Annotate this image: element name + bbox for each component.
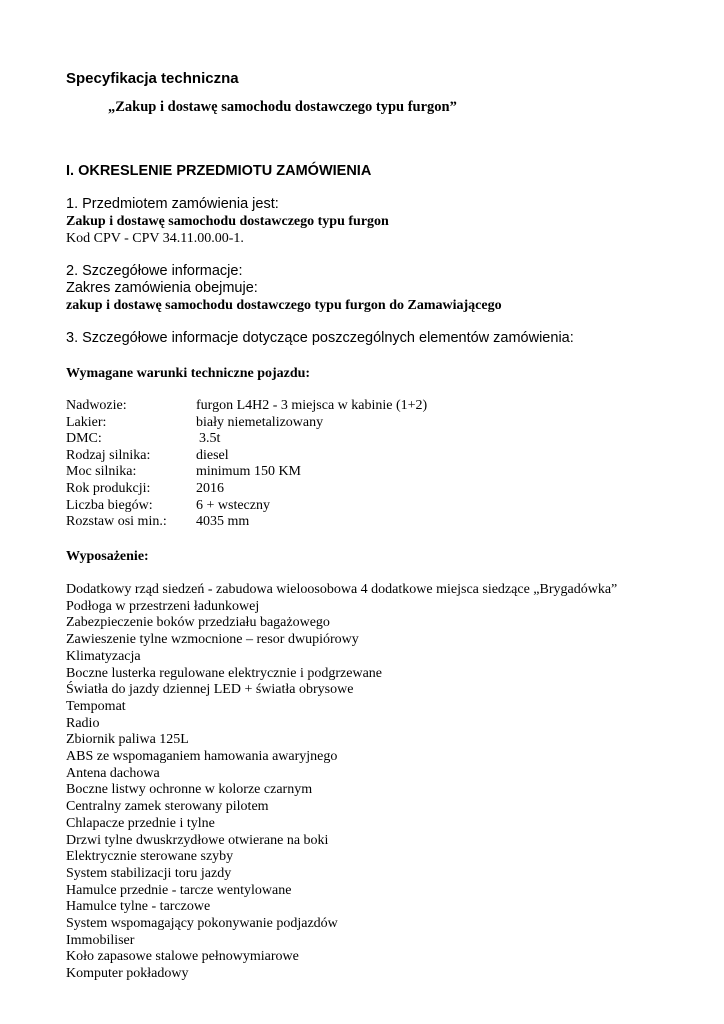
spec-label: Moc silnika: (66, 464, 137, 480)
list-item: Boczne listwy ochronne w kolorze czarnym (66, 782, 313, 798)
spec-value: 2016 (196, 480, 224, 496)
document-title: Specyfikacja techniczna (66, 70, 239, 87)
list-item: Dodatkowy rząd siedzeń - zabudowa wieloosobowa 4 dodatkowe miejsca siedzące „Brygadówka” (66, 582, 618, 597)
section-1-subject: Zakup i dostawę samochodu dostawczego typu furgon (66, 214, 389, 229)
list-item: System stabilizacji toru jazdy (66, 865, 232, 881)
section-2 (66, 263, 502, 314)
list-item: ABS ze wspomaganiem hamowania awaryjnego (66, 749, 338, 765)
section-heading: I. OKRESLENIE PRZEDMIOTU ZAMÓWIENIA (66, 163, 372, 179)
list-item: System wspomagający pokonywanie podjazdów (66, 916, 338, 932)
list-item: Tempomat (66, 698, 126, 714)
spec-label: DMC: (66, 431, 102, 447)
list-item: Immobiliser (66, 932, 135, 948)
spec-value: furgon L4H2 - 3 miejsca w kabinie (1+2) (196, 398, 428, 413)
section-1-cpv-code: Kod CPV - CPV 34.11.00.00-1. (66, 231, 244, 246)
list-item: Radio (66, 715, 100, 731)
list-item: Klimatyzacja (66, 648, 141, 664)
section-1 (66, 196, 389, 247)
section-2-heading: 2. Szczegółowe informacje: (66, 263, 243, 279)
spec-label: Liczba biegów: (66, 497, 153, 513)
section-3 (66, 330, 574, 347)
list-item: Antena dachowa (66, 765, 160, 781)
spec-value: 6 + wsteczny (196, 497, 270, 513)
list-item: Hamulce tylne - tarczowe (66, 899, 211, 915)
list-item: Zabezpieczenie boków przedziału bagażowego (66, 615, 330, 631)
equipment-heading: Wyposażenie: (66, 549, 149, 564)
section-2-scope: zakup i dostawę samochodu dostawczego typu furgon do Zamawiającego (66, 298, 502, 313)
list-item: Światła do jazdy dziennej LED + światła obrysowe (66, 682, 354, 698)
spec-label: Rozstaw osi min.: (66, 514, 167, 530)
requirements-heading: Wymagane warunki techniczne pojazdu: (66, 366, 311, 381)
list-item: Centralny zamek sterowany pilotem (66, 799, 269, 815)
list-item: Podłoga w przestrzeni ładunkowej (66, 598, 260, 614)
spec-value: diesel (196, 447, 229, 463)
document-subtitle: „Zakup i dostawę samochodu dostawczego typu furgon” (108, 99, 457, 115)
list-item: Zbiornik paliwa 125L (66, 732, 189, 748)
section-2-scope-label: Zakres zamówienia obejmuje: (66, 280, 258, 296)
section-3-heading: 3. Szczegółowe informacje dotyczące poszczególnych elementów zamówienia: (66, 330, 574, 346)
list-item: Koło zapasowe stalowe pełnowymiarowe (66, 949, 299, 965)
list-item: Boczne lusterka regulowane elektrycznie i podgrzewane (66, 665, 383, 681)
spec-label: Rodzaj silnika: (66, 447, 151, 463)
list-item: Hamulce przednie - tarcze wentylowane (66, 882, 292, 898)
spec-value: 4035 mm (196, 514, 250, 530)
spec-value: biały niemetalizowany (196, 414, 324, 430)
equipment-list (66, 582, 617, 983)
list-item: Komputer pokładowy (66, 966, 189, 982)
spec-label: Rok produkcji: (66, 480, 151, 496)
list-item: Zawieszenie tylne wzmocnione – resor dwupiórowy (66, 632, 359, 648)
spec-value: minimum 150 KM (196, 464, 302, 480)
section-1-heading: 1. Przedmiotem zamówienia jest: (66, 196, 279, 212)
spec-value: 3.5t (199, 431, 221, 447)
list-item: Chlapacze przednie i tylne (66, 815, 215, 831)
spec-label: Lakier: (66, 414, 107, 430)
list-item: Drzwi tylne dwuskrzydłowe otwierane na boki (66, 832, 329, 848)
spec-label: Nadwozie: (66, 398, 127, 413)
list-item: Elektrycznie sterowane szyby (66, 849, 234, 865)
